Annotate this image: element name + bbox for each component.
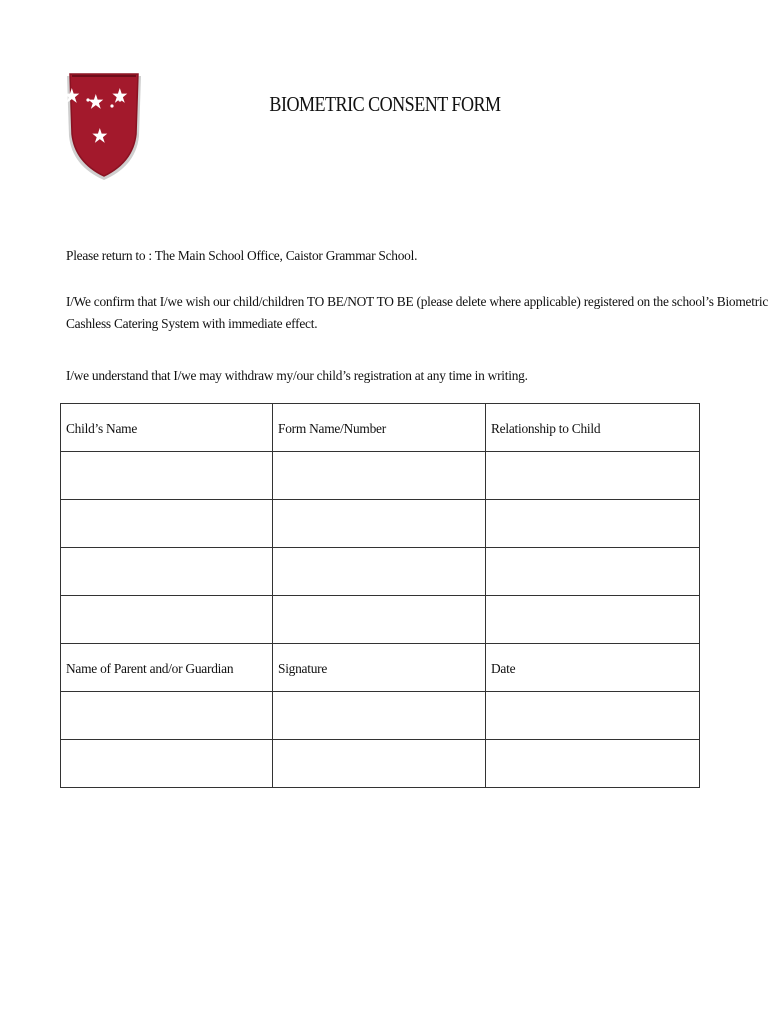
return-instruction: Please return to : The Main School Office, Caistor Grammar School. [66,248,418,263]
child-header-row [61,404,700,452]
parent-guardian-name-cell[interactable] [61,692,273,740]
parent-guardian-name-header: Name of Parent and/or Guardian [61,644,273,692]
consent-form-table [60,403,700,788]
relationship-cell[interactable] [486,452,700,500]
child-entry-row [61,452,700,500]
form-name-number-cell[interactable] [273,500,486,548]
childs-name-cell[interactable] [61,596,273,644]
form-name-number-cell[interactable] [273,452,486,500]
relationship-cell[interactable] [486,596,700,644]
parent-entry-row [61,740,700,788]
form-name-number-header: Form Name/Number [273,404,486,452]
relationship-cell[interactable] [486,548,700,596]
consent-statement [66,291,768,335]
date-header: Date [486,644,700,692]
childs-name-cell[interactable] [61,500,273,548]
form-name-number-cell[interactable] [273,548,486,596]
signature-header: Signature [273,644,486,692]
parent-entry-row [61,692,700,740]
parent-header-row [61,644,700,692]
consent-statement-line-2: Cashless Catering System with immediate effect. [66,316,318,331]
date-cell[interactable] [486,740,700,788]
withdrawal-statement: I/we understand that I/we may withdraw my/our child’s registration at any time in writing. [66,368,528,383]
childs-name-header: Child’s Name [61,404,273,452]
relationship-cell[interactable] [486,500,700,548]
relationship-to-child-header: Relationship to Child [486,404,700,452]
signature-cell[interactable] [273,692,486,740]
school-crest-shield-icon [64,70,144,182]
child-entry-row [61,548,700,596]
childs-name-cell[interactable] [61,452,273,500]
child-entry-row [61,500,700,548]
child-entry-row [61,596,700,644]
form-title: BIOMETRIC CONSENT FORM [269,92,501,116]
date-cell[interactable] [486,692,700,740]
form-name-number-cell[interactable] [273,596,486,644]
parent-guardian-name-cell[interactable] [61,740,273,788]
signature-cell[interactable] [273,740,486,788]
childs-name-cell[interactable] [61,548,273,596]
consent-statement-line-1: I/We confirm that I/we wish our child/children TO BE/NOT TO BE (please delete where applicable) registered on the school’s Biometric [66,294,769,309]
